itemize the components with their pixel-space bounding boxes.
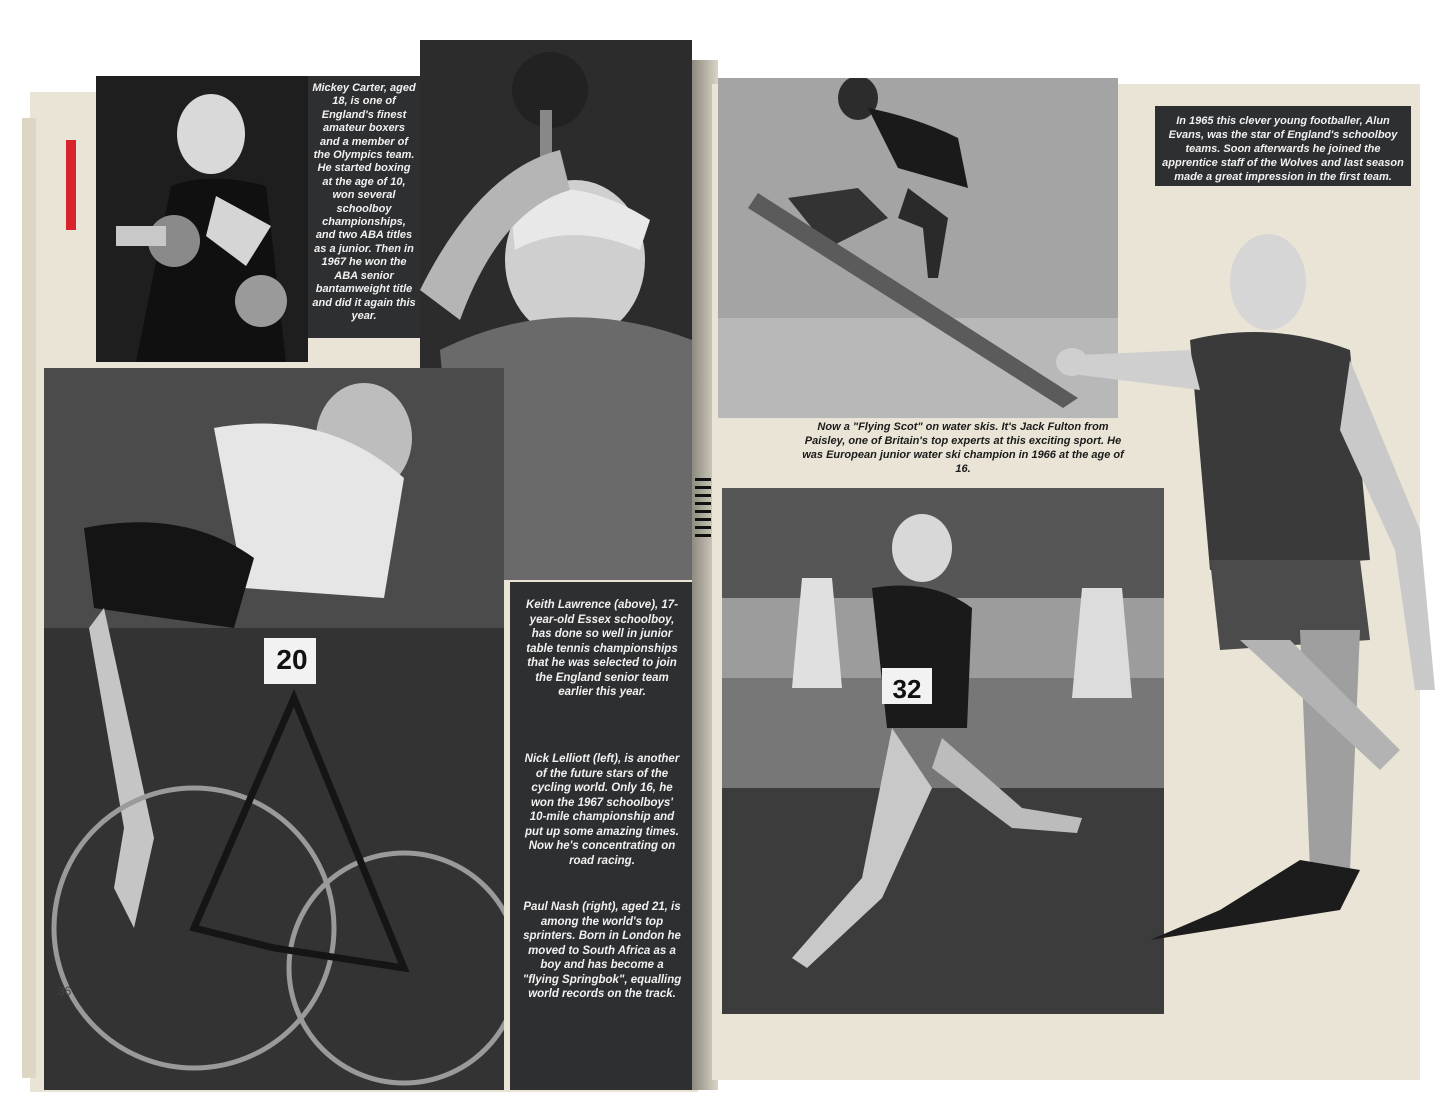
red-tab [66, 140, 76, 230]
water-ski-caption-text: Now a "Flying Scot" on water skis. It's Jack Fulton from Paisley, one of Britain's top experts at this exciting sport. He was European junior water ski champion in 1966 at the age of 16. [802, 421, 1124, 475]
table-tennis-caption: Keith Lawrence (above), 17-year-old Essex schoolboy, has done so well in junior table tennis championships that he was selected to join the England senior team earlier this year. [525, 599, 679, 698]
cyclist-photo [44, 368, 504, 1090]
left-page-edge [22, 118, 36, 1078]
left-caption-column [510, 582, 696, 1090]
cyclist-bib-number: 20 [276, 644, 308, 675]
boxer-caption [308, 76, 420, 338]
boxer-caption-text: Mickey Carter, aged 18, is one of England's finest amateur boxers and a member of the Olympics team. He started boxing at the age of 10, won several schoolboy championships, and two ABA titles as a junior. Then in 1967 he won the ABA senior bantamweight title and did it again this year. [312, 82, 416, 322]
cyclist-caption: Nick Lelliott (left), is another of the future stars of the cycling world. Only 16, he won the 1967 schoolboys' 10-mile championship and put up some amazing times. Now he's concentrating on road racing. [524, 753, 680, 867]
page-number: 36 [58, 984, 72, 998]
footballer-photo [1040, 230, 1440, 960]
sprinter-bib-number: 32 [892, 674, 922, 704]
footballer-caption-text: In 1965 this clever young footballer, Alun Evans, was the star of England's schoolboy teams. Soon afterwards he joined the apprentice staff of the Wolves and last season made a great impression in the first team. [1162, 115, 1404, 183]
sprinter-caption: Paul Nash (right), aged 21, is among the world's top sprinters. Born in London he moved to South Africa as a boy and has become a "flying Springbok", equalling world records on the track. [522, 901, 682, 1000]
boxer-photo [96, 76, 308, 362]
spine-marks [695, 478, 711, 538]
footballer-caption [1155, 106, 1411, 186]
